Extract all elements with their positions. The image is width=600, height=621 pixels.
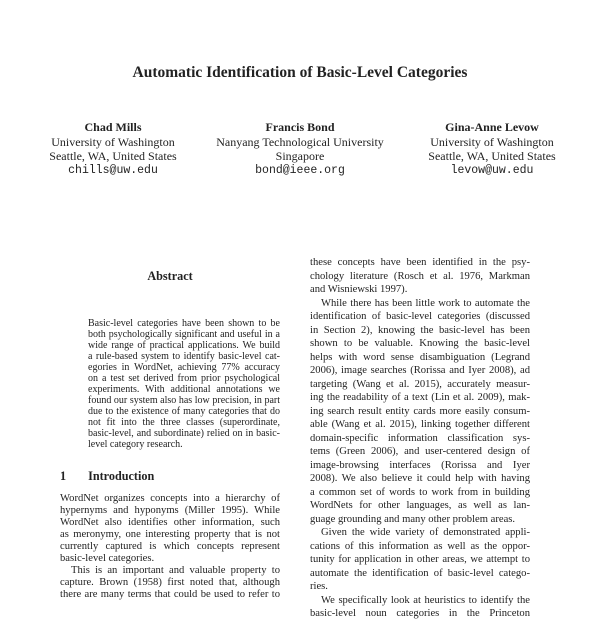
author-email: levow@uw.edu — [450, 163, 534, 177]
text-line: there are many terms that could be used to refer to — [60, 589, 280, 600]
section-title: Introduction — [88, 469, 155, 483]
author-affiliation: Nanyang Technological University — [216, 134, 384, 149]
author-affiliation: Seattle, WA, United States — [428, 149, 556, 164]
text-line: chology literature (Rosch et al. 1976, Markman — [310, 270, 530, 282]
text-line: wide range of practical applications. We build — [88, 340, 280, 351]
text-line: helps with word sense disambiguation (Legrand — [310, 351, 530, 363]
text-line: ing the readability of a text (Lin et al. 2009), mak- — [310, 392, 530, 403]
text-line: image-browsing interfaces (Rorissa and Iyer — [310, 459, 530, 471]
text-line: identification of basic-level categories (discussed — [310, 311, 530, 322]
text-line: 2006), image searches (Rorissa and Iyer 2008), ad — [310, 365, 530, 376]
author-email: bond@ieee.org — [255, 163, 345, 177]
text-line: WordNet also identifies other information, such — [60, 517, 280, 528]
text-line: 2008). We also believe it could help with having — [310, 473, 530, 484]
text-line: basic-level noun categories in the Princeton — [310, 608, 530, 619]
text-line: as meronymy, one interesting property that is not — [60, 529, 280, 540]
author-name: Francis Bond — [265, 120, 335, 134]
text-line: basic-level categories. — [60, 553, 155, 564]
text-line: found our system also has low precision, in part — [88, 395, 280, 406]
text-line: tunity for application in other areas, we attempt to — [310, 554, 530, 565]
text-line: hypernyms and hyponyms (Miller 1995). While — [60, 505, 280, 516]
text-line: targeting (Wang et al. 2015), accurately measur- — [310, 378, 530, 390]
text-line: We specifically look at heuristics to identify the — [321, 594, 530, 606]
abstract-body — [88, 318, 280, 450]
text-line: Given the wide variety of demonstrated appli- — [321, 527, 530, 538]
text-line: automate the identification of basic-level catego- — [310, 567, 530, 579]
paper-title: Automatic Identification of Basic-Level Categories — [132, 64, 468, 81]
author-affiliation: Singapore — [275, 149, 325, 164]
text-line: currently captured is which concepts represent — [60, 541, 280, 552]
text-line: basic-level, and subordinate) relied on in basic- — [88, 428, 280, 439]
text-line: experiments. With additional annotations we — [88, 384, 280, 395]
text-line: WordNet organizes concepts into a hierarchy of — [60, 493, 280, 504]
text-line: This is an important and valuable property to — [71, 565, 280, 576]
text-line: guage grounding and many other problem areas. — [310, 513, 516, 525]
text-line: Basic-level categories have been shown to be — [88, 318, 280, 329]
text-line: ing search result entity cards more easily consum- — [310, 405, 530, 417]
author-name: Chad Mills — [84, 120, 142, 134]
section-heading — [60, 469, 154, 484]
text-line: ries. — [310, 581, 328, 592]
text-line: in Section 2), knowing the basic-level has been — [310, 324, 530, 336]
author-affiliation: University of Washington — [430, 134, 554, 149]
text-line: WordNets for other languages, as well as lan- — [310, 500, 530, 511]
author-block — [23, 120, 203, 178]
text-line: cations of this information as well as the oppor- — [310, 540, 530, 552]
section-number: 1 — [60, 469, 67, 483]
text-line: level category research. — [88, 439, 183, 450]
text-line: both psychologically significant and useful in a — [88, 329, 280, 340]
text-line: a rule-based system to identify basic-level cat- — [88, 351, 280, 362]
text-line: capture. Brown (1958) first noted that, although — [60, 577, 280, 588]
text-line: tems (Green 2006), and user-centered design of — [310, 446, 530, 457]
text-line: shown to be valuable. Knowing the basic-level — [310, 338, 530, 349]
author-affiliation: University of Washington — [51, 134, 175, 149]
text-line: these concepts have been identified in the psy- — [310, 257, 530, 268]
text-line: able (Wang et al. 2015), linking together different — [310, 419, 530, 430]
text-line: and Wisniewski 1997). — [310, 284, 408, 295]
text-line: due to the existence of many categories that do — [88, 406, 280, 417]
author-name: Gina-Anne Levow — [445, 120, 539, 134]
text-line: While there has been little work to automate the — [321, 297, 530, 309]
text-line: egories in WordNet, achieving 77% accuracy — [88, 362, 280, 373]
right-column-body — [310, 256, 530, 621]
left-column-body — [60, 493, 280, 601]
author-affiliation: Seattle, WA, United States — [49, 149, 177, 164]
abstract-heading: Abstract — [147, 269, 193, 283]
text-line: domain-specific information classification sys- — [310, 432, 530, 444]
author-block — [402, 120, 582, 178]
author-email: chills@uw.edu — [68, 163, 158, 177]
author-block — [200, 120, 400, 178]
text-line: not fit into the three classes (superordinate, — [88, 417, 280, 428]
text-line: a common set of words to work from in building — [310, 486, 530, 498]
text-line: on a test set derived from prior psychological — [88, 373, 280, 384]
